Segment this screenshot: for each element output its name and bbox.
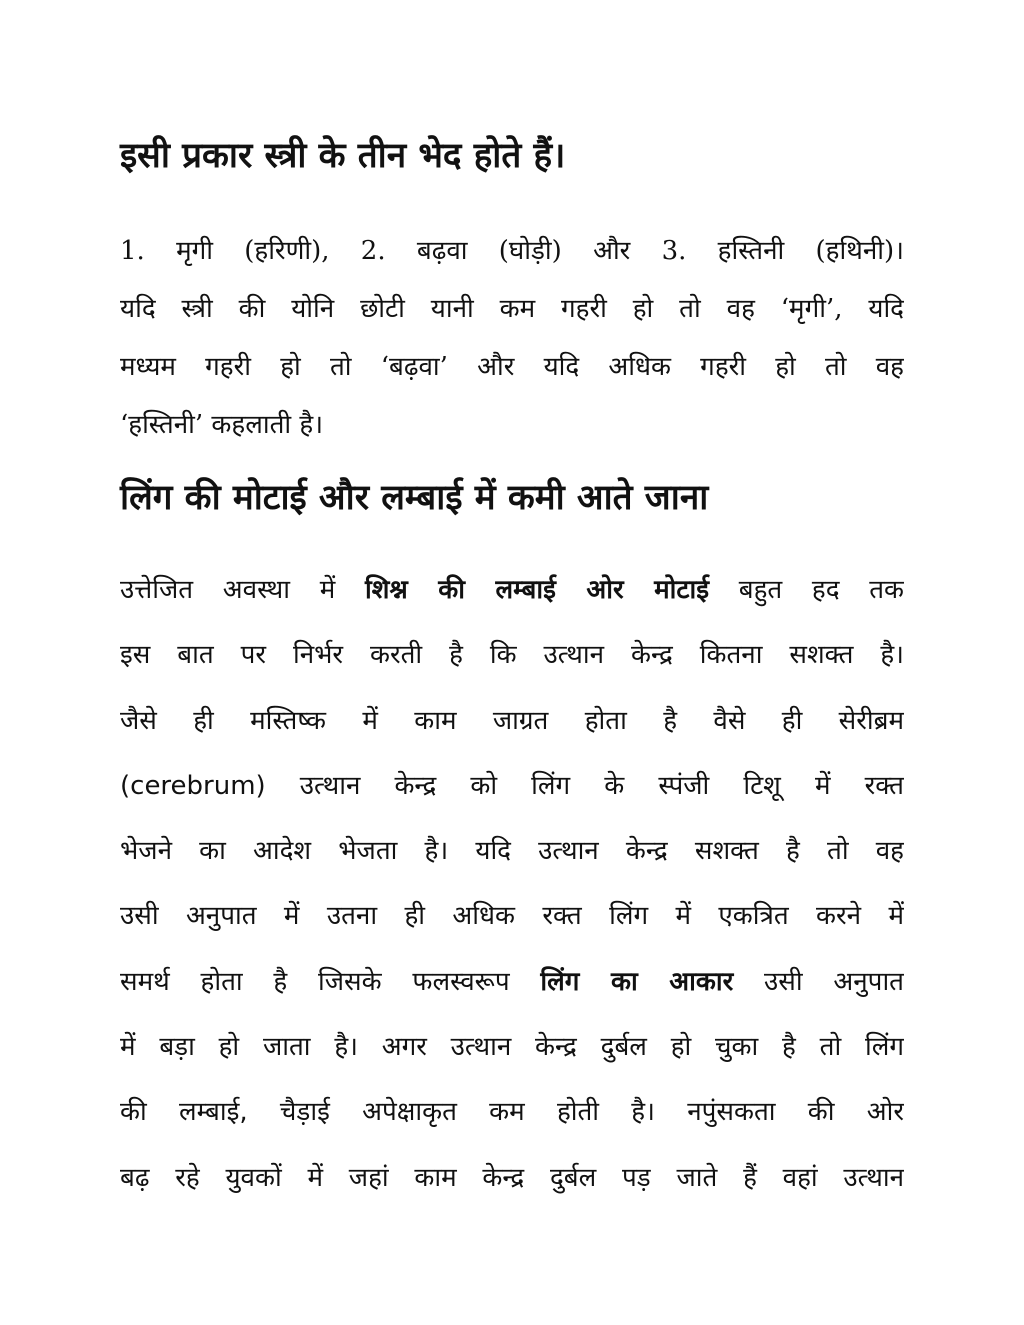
paragraph-line: मध्यम गहरी हो तो ‘बढ़वा’ और यदि अधिक गहरी हो तो वह: [120, 352, 904, 382]
paragraph-line: (cerebrum) उत्थान केन्द्र को लिंग के स्पंजी टिशू में रक्त: [120, 770, 904, 801]
bold-phrase: लिंग का आकार: [540, 966, 734, 997]
paragraph-line: उसी अनुपात में उतना ही अधिक रक्त लिंग में एकत्रित करने में: [120, 901, 904, 932]
paragraph-line: बढ़ रहे युवकों में जहां काम केन्द्र दुर्बल पड़ जाते हैं वहां उत्थान: [120, 1162, 904, 1193]
paragraph-types: [120, 222, 904, 454]
bold-phrase: शिश्न की लम्बाई ओर मोटाई: [365, 575, 710, 605]
document-page: [120, 0, 904, 1325]
text-run: उत्तेजित अवस्था में: [120, 575, 365, 605]
paragraph-line: इस बात पर निर्भर करती है कि उत्थान केन्द्र कितना सशक्त है।: [120, 640, 904, 671]
text-run: उसी अनुपात: [733, 966, 904, 997]
text-run: समर्थ होता है जिसके फलस्वरूप: [120, 966, 541, 997]
paragraph-line: भेजने का आदेश भेजता है। यदि उत्थान केन्द्र सशक्त है तो वह: [120, 836, 904, 867]
paragraph-line: में बड़ा हो जाता है। अगर उत्थान केन्द्र दुर्बल हो चुका है तो लिंग: [120, 1032, 904, 1063]
paragraph-line: की लम्बाई, चैड़ाई अपेक्षाकृत कम होती है। नपुंसकता की ओर: [120, 1097, 904, 1128]
section-heading-size-decrease: लिंग की मोटाई और लम्बाई में कमी आते जाना: [120, 478, 709, 518]
text-run: बहुत हद तक: [709, 575, 904, 605]
paragraph-line: जैसे ही मस्तिष्क में काम जाग्रत होता है वैसे ही सेरीब्रम: [120, 705, 904, 736]
paragraph-erection-center: [120, 558, 904, 1211]
paragraph-line: [120, 558, 904, 623]
section-heading-types: इसी प्रकार स्त्री के तीन भेद होते हैं।: [120, 136, 566, 176]
paragraph-line: 1. मृगी (हरिणी), 2. बढ़वा (घोड़ी) और 3. हस्तिनी (हथिनी)।: [120, 236, 904, 266]
paragraph-line: ‘हस्तिनी’ कहलाती है।: [120, 410, 324, 440]
paragraph-line: [120, 950, 904, 1015]
paragraph-line: यदि स्त्री की योनि छोटी यानी कम गहरी हो तो वह ‘मृगी’, यदि: [120, 294, 904, 324]
